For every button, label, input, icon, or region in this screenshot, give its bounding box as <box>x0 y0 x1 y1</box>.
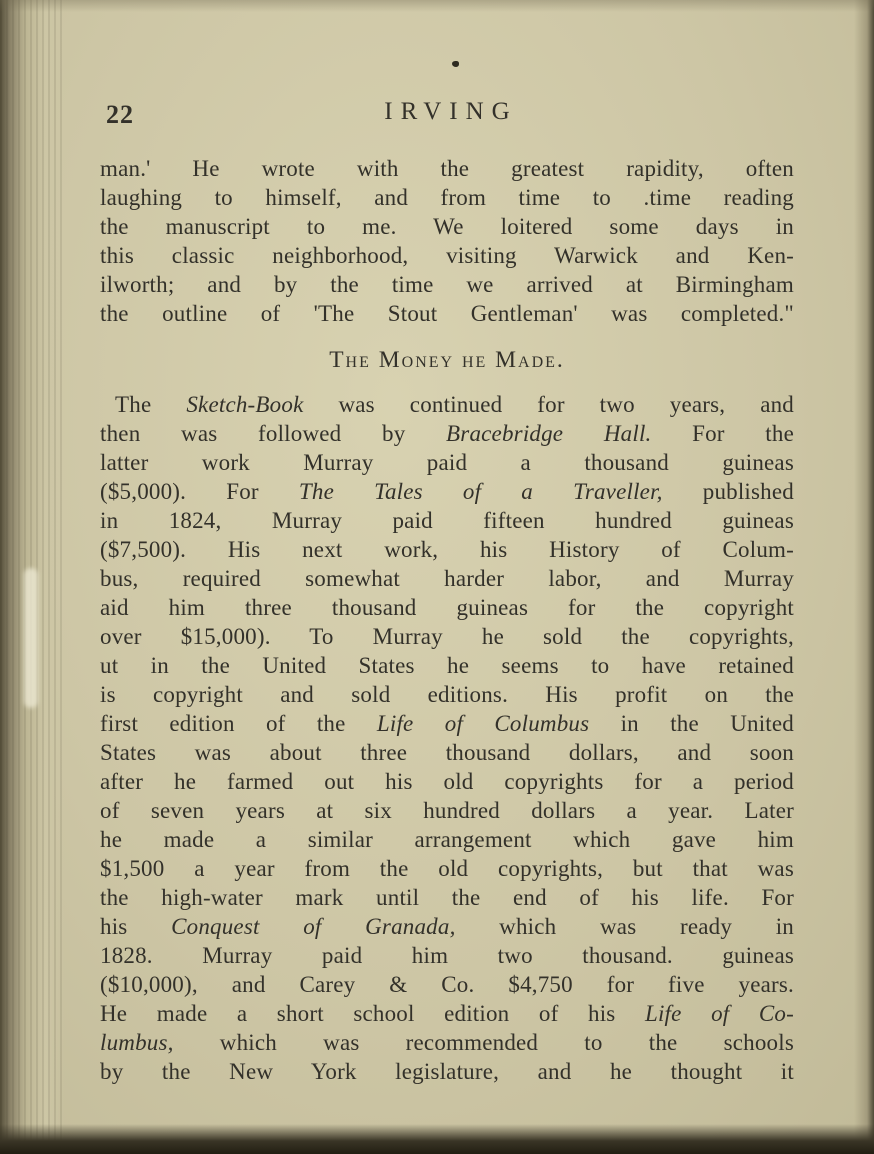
text-line: ($7,500). His next work, his History of Colum- <box>100 537 794 562</box>
text-line: over $15,000). To Murray he sold the copyrights, <box>100 624 794 649</box>
running-header: IRVING <box>384 98 518 125</box>
text-line: man.' He wrote with the greatest rapidity, often <box>100 156 794 181</box>
text-line: bus, required somewhat harder labor, and Murray <box>100 566 794 591</box>
ink-speck <box>452 61 459 67</box>
text-line: aid him three thousand guineas for the copyright <box>100 595 794 620</box>
text-line: is copyright and sold editions. His profit on the <box>100 682 794 707</box>
paragraph-continuation <box>100 154 794 328</box>
text-line: this classic neighborhood, visiting Warwick and Ken- <box>100 243 794 268</box>
text-line: lumbus, which was recommended to the schools <box>100 1030 794 1055</box>
text-line: after he farmed out his old copyrights for a period <box>100 769 794 794</box>
text-line: first edition of the Life of Columbus in the United <box>100 711 795 736</box>
text-line: of seven years at six hundred dollars a year. Later <box>100 798 794 823</box>
text-line: The Sketch-Book was continued for two years, and <box>115 392 795 417</box>
page-edge-right <box>854 0 874 1154</box>
text-line: ($5,000). For The Tales of a Traveller, published <box>100 479 794 504</box>
page-curl-highlight <box>24 568 38 708</box>
text-line: ($10,000), and Carey & Co. $4,750 for five years. <box>100 972 794 997</box>
page-edge-top <box>0 0 874 12</box>
text-line: 1828. Murray paid him two thousand. guineas <box>100 943 794 968</box>
page-header <box>100 98 794 132</box>
text-line: by the New York legislature, and he thought it <box>100 1059 794 1084</box>
paragraph-money-he-made <box>100 390 794 1086</box>
text-line: he made a similar arrangement which gave him <box>100 827 794 852</box>
text-line: ilworth; and by the time we arrived at Birmingham <box>100 272 794 297</box>
text-line: latter work Murray paid a thousand guineas <box>100 450 794 475</box>
text-line: laughing to himself, and from time to .time reading <box>100 185 794 210</box>
text-line: the high-water mark until the end of his life. For <box>100 885 794 910</box>
text-line: the manuscript to me. We loitered some days in <box>100 214 794 239</box>
text-line: He made a short school edition of his Life of Co- <box>100 1001 794 1026</box>
text-line: his Conquest of Granada, which was ready in <box>100 914 794 939</box>
text-line: then was followed by Bracebridge Hall. For the <box>100 421 794 446</box>
page-content <box>100 98 794 1086</box>
text-line: in 1824, Murray paid fifteen hundred guineas <box>100 508 794 533</box>
text-line: $1,500 a year from the old copyrights, but that was <box>100 856 794 881</box>
text-line: ut in the United States he seems to have retained <box>100 653 794 678</box>
text-line: the outline of 'The Stout Gentleman' was completed." <box>100 301 794 326</box>
section-heading: The Money he Made. <box>329 347 565 373</box>
page-number: 22 <box>106 100 134 129</box>
page-edge-bottom <box>0 1124 874 1154</box>
text-line: States was about three thousand dollars, and soon <box>100 740 794 765</box>
